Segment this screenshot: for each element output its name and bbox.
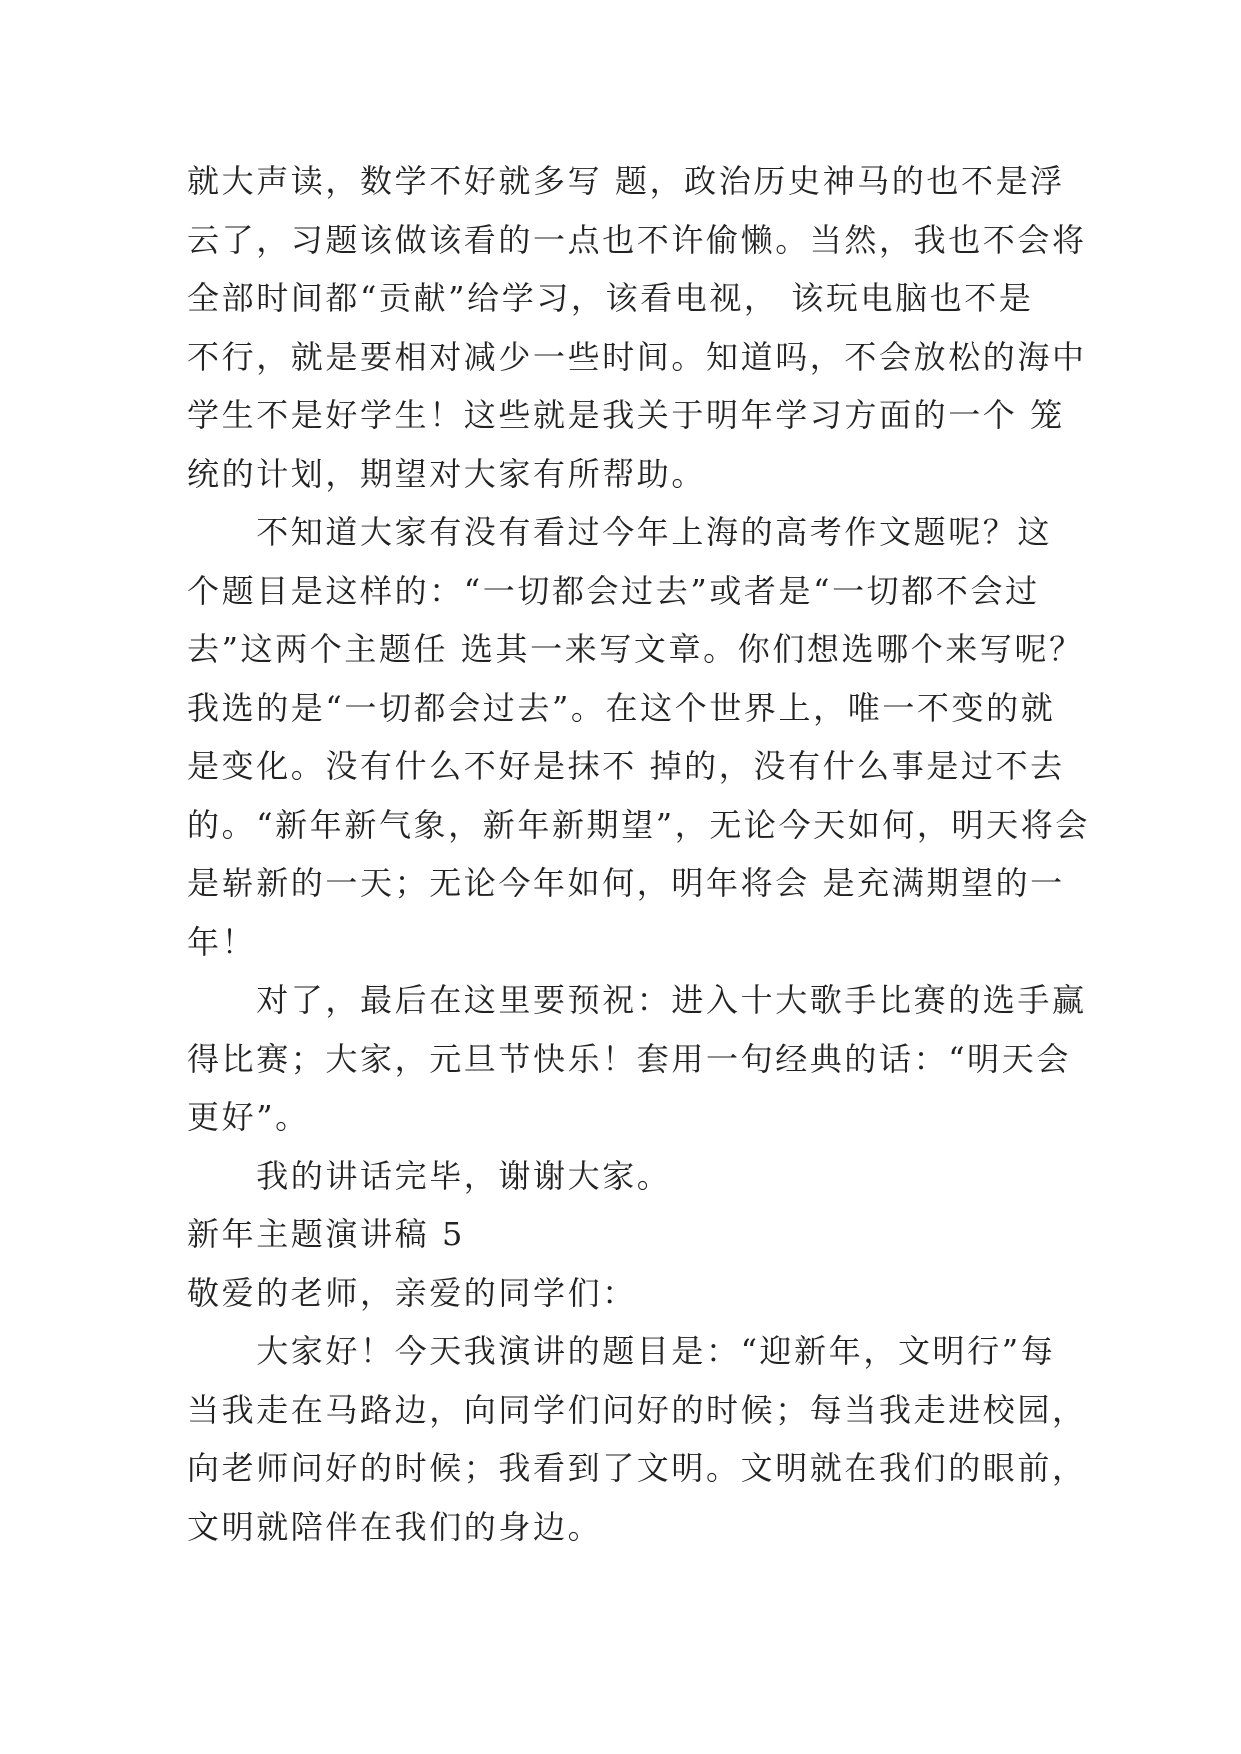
text-line: 学生不是好学生！这些就是我关于明年学习方面的一个 笼 [187,396,1065,434]
text-line: 个题目是这样的：“一切都会过去”或者是“一切都不会过 [187,571,1040,610]
text-line: 是变化。没有什么不好是抹不 掉的，没有什么事是过不去 [187,747,1065,785]
text-line: 得比赛；大家，元旦节快乐！套用一句经典的话：“明天会 [187,1039,1071,1078]
text-line: 统的计划，期望对大家有所帮助。 [187,454,707,493]
text-line: 年！ [187,922,257,961]
salutation: 敬爱的老师，亲爱的同学们： [187,1273,637,1312]
text-line: 文明就陪伴在我们的身边。 [187,1507,603,1546]
text-line: 更好”。 [187,1098,310,1136]
text-line: 对了，最后在这里要预祝：进入十大歌手比赛的选手赢 [187,981,1087,1019]
text-line: 我选的是“一切都会过去”。在这个世界上，唯一不变的就 [187,688,1056,727]
text-line: 云了，习题该做该看的一点也不许偷懒。当然，我也不会将 [187,220,1087,259]
text-line: 大家好！今天我演讲的题目是：“迎新年，文明行”每 [187,1332,1056,1370]
text-line: 就大声读，数学不好就多写 题，政治历史神马的也不是浮 [187,162,1065,200]
text-line: 向老师问好的时候；我看到了文明。文明就在我们的眼前， [187,1449,1087,1487]
section-title: 新年主题演讲稿 5 [187,1215,465,1253]
text-line: 我的讲话完毕，谢谢大家。 [187,1156,672,1195]
text-line: 不行，就是要相对减少一些时间。知道吗，不会放松的海中 [187,337,1087,376]
text-line: 去”这两个主题任 选其一来写文章。你们想选哪个来写呢？ [187,630,1084,668]
text-line: 当我走在马路边，向同学们问好的时候；每当我走进校园， [187,1390,1087,1429]
text-line: 的。“新年新气象，新年新期望”，无论今天如何，明天将会 [187,805,1090,844]
text-line: 不知道大家有没有看过今年上海的高考作文题呢？这 [187,513,1053,551]
text-line: 全部时间都“贡献”给学习，该看电视， 该玩电脑也不是 [187,279,1034,317]
document-body [187,152,1090,1556]
text-line: 是崭新的一天；无论今年如何，明年将会 是充满期望的一 [187,864,1065,902]
